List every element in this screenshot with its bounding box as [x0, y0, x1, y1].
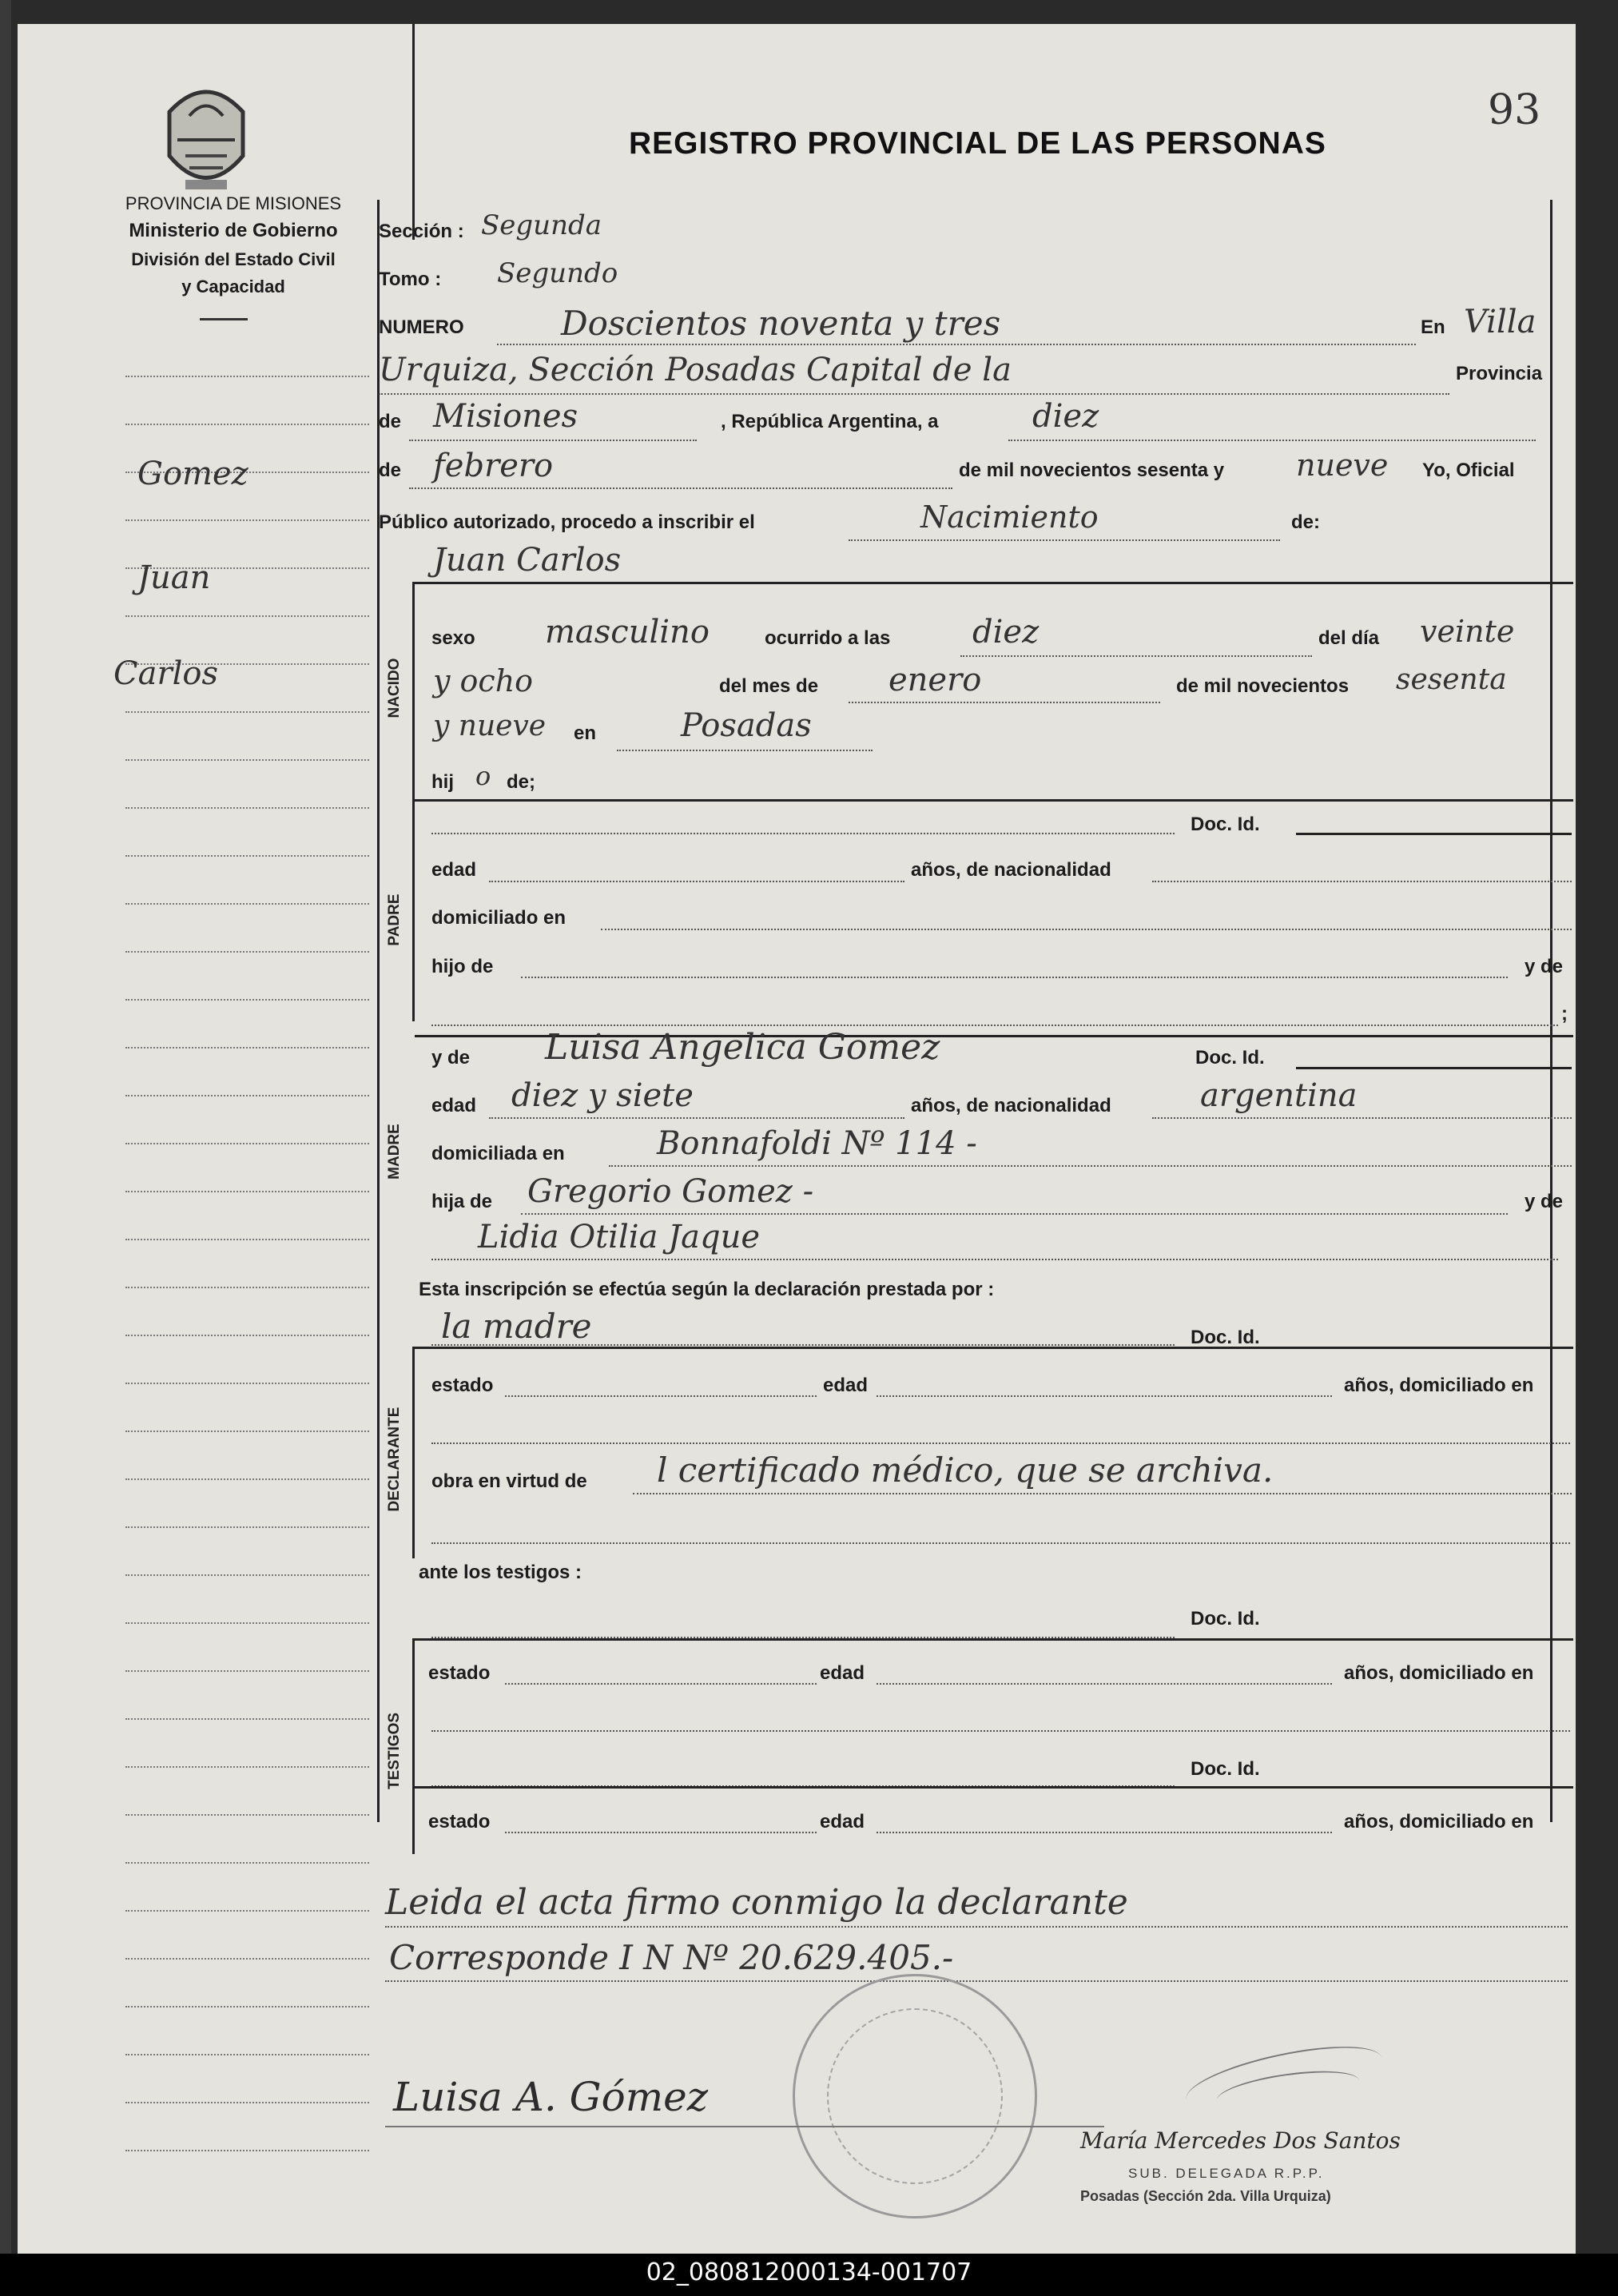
hour-value: diez	[972, 614, 1040, 651]
declarante-doc-id-label: Doc. Id.	[1191, 1327, 1260, 1348]
de-label-1: de	[379, 411, 402, 432]
margin-given-name-1: Juan	[137, 559, 211, 596]
registry-seal	[793, 1974, 1037, 2218]
sex-value: masculino	[545, 614, 710, 651]
book-spine	[0, 0, 11, 2296]
madre-section-label: MADRE	[386, 1124, 403, 1180]
testigo2-domicilio-label: años, domiciliado en	[1344, 1811, 1534, 1832]
testigos-intro-label: ante los testigos :	[419, 1562, 582, 1583]
mother-name-value: Luisa Angelica Gomez	[545, 1027, 940, 1068]
madre-y-de-label: y de	[431, 1047, 471, 1068]
declarant-value: la madre	[441, 1307, 592, 1346]
declarante-edad-label: edad	[823, 1375, 869, 1396]
birth-place-value: Posadas	[681, 707, 812, 744]
testigo2-doc-id-label: Doc. Id.	[1191, 1758, 1260, 1780]
register-page	[18, 24, 1576, 2254]
sexo-label: sexo	[431, 627, 475, 649]
testigo1-domicilio-label: años, domiciliado en	[1344, 1662, 1534, 1684]
numero-label: NUMERO	[379, 316, 464, 338]
coat-of-arms-icon	[153, 80, 259, 200]
birth-month-value: enero	[889, 662, 982, 698]
margin-surname: Gomez	[137, 456, 248, 492]
madre-hija-de-label: hija de	[431, 1191, 493, 1212]
testigo1-edad-label: edad	[820, 1662, 865, 1684]
hijo-suffix-value: o	[475, 761, 491, 791]
official-title: SUB. DELEGADA R.P.P.	[1128, 2166, 1325, 2181]
madre-edad-label: edad	[431, 1095, 477, 1116]
month-value: febrero	[433, 448, 554, 484]
declarante-domicilio-label: años, domiciliado en	[1344, 1375, 1534, 1396]
mother-father-value: Gregorio Gomez -	[527, 1173, 814, 1210]
en-label: En	[1421, 316, 1445, 338]
closing-note-line-2: Corresponde I N Nº 20.629.405.-	[389, 1938, 954, 1977]
madre-nacionalidad-label: años, de nacionalidad	[911, 1095, 1111, 1116]
seccion-value: Segunda	[481, 209, 602, 241]
testigo1-estado-label: estado	[428, 1662, 491, 1684]
publico-label: Público autorizado, procedo a inscribir el	[379, 511, 755, 533]
madre-domicilio-label: domiciliada en	[431, 1143, 565, 1164]
mother-nationality-value: argentina	[1200, 1077, 1358, 1114]
ministry-label: Ministerio de Gobierno	[129, 220, 338, 241]
padre-domicilio-label: domiciliado en	[431, 907, 566, 929]
mother-address-value: Bonnafoldi Nº 114 -	[657, 1125, 977, 1162]
mil-novecientos-nacido-label: de mil novecientos	[1176, 675, 1350, 697]
division-label: División del Estado Civil	[131, 249, 336, 269]
padre-nacionalidad-label: años, de nacionalidad	[911, 859, 1111, 881]
del-dia-label: del día	[1318, 627, 1380, 649]
testigo1-doc-id-label: Doc. Id.	[1191, 1608, 1260, 1629]
header-rule	[200, 318, 248, 320]
margin-given-name-2: Carlos	[113, 655, 218, 692]
hijo-label: hij	[431, 771, 454, 793]
inscripcion-label: Esta inscripción se efectúa según la declaración prestada por :	[419, 1279, 995, 1300]
main-border-line	[377, 200, 380, 1822]
right-border-line	[1550, 200, 1552, 1822]
birth-day-value-1: veinte	[1420, 614, 1515, 649]
page-number: 93	[1488, 86, 1541, 134]
tomo-label: Tomo :	[379, 269, 442, 290]
page-title: REGISTRO PROVINCIAL DE LAS PERSONAS	[629, 126, 1326, 161]
province-label: PROVINCIA DE MISIONES	[125, 193, 342, 213]
madre-y-de-2-label: y de	[1525, 1191, 1564, 1212]
ocurrido-label: ocurrido a las	[765, 627, 891, 649]
padre-doc-id-label: Doc. Id.	[1191, 814, 1260, 835]
place-value-1: Villa	[1464, 304, 1537, 340]
birth-year-value-1: sesenta	[1396, 663, 1507, 696]
yo-oficial-label: Yo, Oficial	[1422, 460, 1515, 481]
madre-doc-id-label: Doc. Id.	[1195, 1047, 1265, 1068]
de-semicolon-label: de;	[507, 771, 535, 793]
birth-year-value-2: y nueve	[433, 710, 547, 742]
mother-mother-value: Lidia Otilia Jaque	[478, 1219, 761, 1255]
testigo2-estado-label: estado	[428, 1811, 491, 1832]
en-nacido-label: en	[574, 722, 597, 744]
mother-age-value: diez y siete	[511, 1077, 694, 1114]
document-basis-value: l certificado médico, que se archiva.	[657, 1450, 1274, 1490]
testigo2-edad-label: edad	[820, 1811, 865, 1832]
padre-y-de-label: y de	[1525, 956, 1564, 977]
padre-semicolon: ;	[1561, 1003, 1568, 1025]
province-value: Misiones	[433, 398, 578, 435]
image-id-caption: 02_080812000134-001707	[646, 2258, 972, 2286]
day-value: diez	[1032, 398, 1099, 435]
official-name: María Mercedes Dos Santos	[1080, 2127, 1401, 2154]
declarant-signature: Luisa A. Gómez	[393, 2074, 709, 2120]
de-label-2: de	[379, 460, 402, 481]
provincia-label: Provincia	[1456, 363, 1543, 384]
nacido-section-label: NACIDO	[386, 658, 403, 718]
tomo-value: Segundo	[497, 257, 618, 289]
closing-note-line-1: Leida el acta firmo conmigo la declarante	[385, 1882, 1128, 1923]
place-value-2: Urquiza, Sección Posadas Capital de la	[379, 352, 1012, 388]
de-colon-label: de:	[1291, 511, 1320, 533]
declarante-estado-label: estado	[431, 1375, 494, 1396]
republica-label: , República Argentina, a	[721, 411, 939, 432]
seccion-label: Sección :	[379, 221, 464, 242]
numero-value: Doscientos noventa y tres	[561, 304, 1001, 343]
padre-edad-label: edad	[431, 859, 477, 881]
padre-section-label: PADRE	[386, 893, 403, 946]
mil-novecientos-label: de mil novecientos sesenta y	[959, 460, 1225, 481]
capacity-label: y Capacidad	[181, 277, 285, 296]
child-name-value: Juan Carlos	[433, 542, 622, 579]
testigos-section-label: TESTIGOS	[386, 1712, 403, 1790]
act-type-value: Nacimiento	[920, 499, 1099, 535]
official-location: Posadas (Sección 2da. Villa Urquiza)	[1080, 2188, 1331, 2204]
del-mes-label: del mes de	[719, 675, 819, 697]
declarante-section-label: DECLARANTE	[386, 1407, 403, 1512]
year-value: nueve	[1296, 448, 1389, 483]
birth-day-value-2: y ocho	[433, 663, 534, 698]
padre-hijo-de-label: hijo de	[431, 956, 494, 977]
obra-label: obra en virtud de	[431, 1470, 587, 1492]
